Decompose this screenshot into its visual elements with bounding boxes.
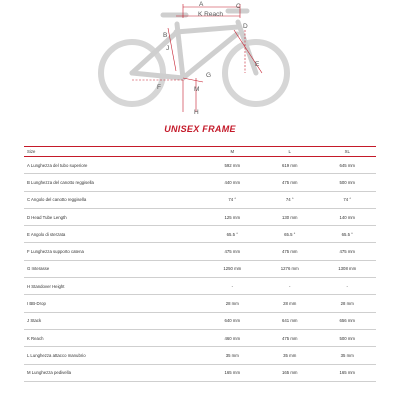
value-l: 28 mm bbox=[261, 295, 318, 312]
table-header-row bbox=[24, 147, 376, 157]
label-d: D bbox=[243, 23, 248, 30]
value-l: 641 mm bbox=[261, 312, 318, 329]
label-m: M bbox=[194, 86, 200, 93]
table-row bbox=[24, 312, 376, 329]
value-m: 475 mm bbox=[204, 243, 261, 260]
value-xl: - bbox=[318, 278, 376, 295]
header-l: L bbox=[261, 147, 318, 157]
value-l: 165 mm bbox=[261, 364, 318, 381]
table-row bbox=[24, 243, 376, 260]
value-m: 440 mm bbox=[204, 174, 261, 191]
label-b: B bbox=[163, 32, 168, 39]
frame-title: UNISEX FRAME bbox=[164, 124, 236, 134]
row-label: C Angolo del canotto reggisella bbox=[24, 191, 204, 208]
value-xl: 500 mm bbox=[318, 329, 376, 346]
value-xl: 74 ° bbox=[318, 191, 376, 208]
value-m: - bbox=[204, 278, 261, 295]
label-g: G bbox=[206, 72, 212, 79]
value-l: 475 mm bbox=[261, 243, 318, 260]
value-l: 475 mm bbox=[261, 174, 318, 191]
value-m: 28 mm bbox=[204, 295, 261, 312]
label-a: A bbox=[199, 1, 204, 8]
value-xl: 645 mm bbox=[318, 157, 376, 174]
value-m: 125 mm bbox=[204, 208, 261, 225]
table-row bbox=[24, 157, 376, 174]
row-label: J Stack bbox=[24, 312, 204, 329]
value-m: 460 mm bbox=[204, 329, 261, 346]
label-h: H bbox=[194, 109, 199, 116]
value-l: 35 mm bbox=[261, 347, 318, 364]
value-m: 165 mm bbox=[204, 364, 261, 381]
value-l: 619 mm bbox=[261, 157, 318, 174]
label-k-reach: K Reach bbox=[198, 11, 223, 18]
value-m: 1250 mm bbox=[204, 260, 261, 277]
value-m: 35 mm bbox=[204, 347, 261, 364]
row-label: B Lunghezza del canotto reggisella bbox=[24, 174, 204, 191]
bike-geometry-diagram bbox=[0, 0, 400, 118]
row-label: A Lunghezza del tubo superiore bbox=[24, 157, 204, 174]
label-e: E bbox=[255, 61, 260, 68]
row-label: H Standover Height bbox=[24, 278, 204, 295]
table-row bbox=[24, 364, 376, 381]
bike-geometry-svg bbox=[0, 0, 400, 118]
value-l: 1276 mm bbox=[261, 260, 318, 277]
value-xl: 28 mm bbox=[318, 295, 376, 312]
header-size: Size bbox=[24, 147, 204, 157]
value-m: 640 mm bbox=[204, 312, 261, 329]
table-row bbox=[24, 174, 376, 191]
value-xl: 1308 mm bbox=[318, 260, 376, 277]
table-row bbox=[24, 295, 376, 312]
row-label: I BB-Drop bbox=[24, 295, 204, 312]
table-row bbox=[24, 278, 376, 295]
geometry-table bbox=[24, 146, 376, 382]
label-j: J bbox=[166, 45, 170, 52]
table-row bbox=[24, 191, 376, 208]
value-xl: 475 mm bbox=[318, 243, 376, 260]
table-row bbox=[24, 329, 376, 346]
value-l: - bbox=[261, 278, 318, 295]
row-label: K Reach bbox=[24, 329, 204, 346]
header-m: M bbox=[204, 147, 261, 157]
table-row bbox=[24, 208, 376, 225]
value-m: 74 ° bbox=[204, 191, 261, 208]
row-label: L Lunghezza attacco manubrio bbox=[24, 347, 204, 364]
table-row bbox=[24, 347, 376, 364]
row-label: D Head Tube Length bbox=[24, 208, 204, 225]
value-l: 475 mm bbox=[261, 329, 318, 346]
row-label: M Lunghezza pedivella bbox=[24, 364, 204, 381]
value-xl: 656 mm bbox=[318, 312, 376, 329]
value-xl: 140 mm bbox=[318, 208, 376, 225]
label-f: F bbox=[157, 84, 161, 91]
value-xl: 500 mm bbox=[318, 174, 376, 191]
row-label: E Angolo di sterzata bbox=[24, 226, 204, 243]
header-xl: XL bbox=[318, 147, 376, 157]
row-label: F Lunghezza supporto catena bbox=[24, 243, 204, 260]
value-xl: 65.5 ° bbox=[318, 226, 376, 243]
bike-frame bbox=[132, 11, 256, 78]
value-l: 74 ° bbox=[261, 191, 318, 208]
value-l: 130 mm bbox=[261, 208, 318, 225]
value-xl: 35 mm bbox=[318, 347, 376, 364]
row-label: G Interasse bbox=[24, 260, 204, 277]
value-l: 65.5 ° bbox=[261, 226, 318, 243]
value-m: 65.5 ° bbox=[204, 226, 261, 243]
value-xl: 165 mm bbox=[318, 364, 376, 381]
value-m: 592 mm bbox=[204, 157, 261, 174]
table-row bbox=[24, 226, 376, 243]
label-c: C bbox=[236, 3, 241, 10]
table-row bbox=[24, 260, 376, 277]
